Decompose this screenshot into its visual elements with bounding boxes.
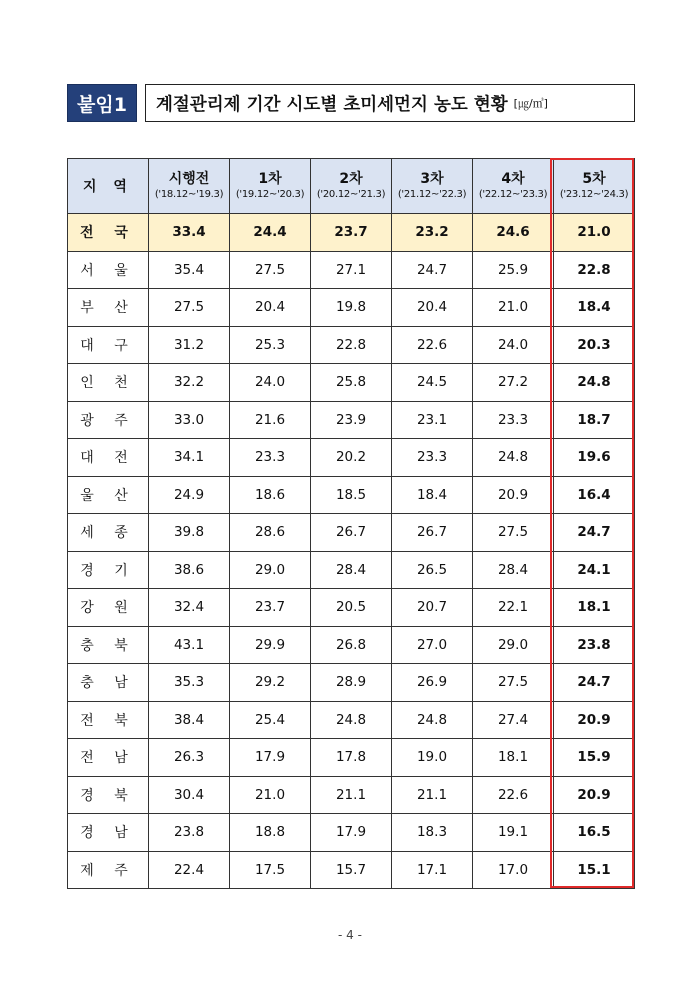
value-cell: 27.5	[149, 289, 230, 327]
table-row	[68, 551, 635, 589]
value-cell: 23.9	[311, 401, 392, 439]
value-cell: 20.5	[311, 589, 392, 627]
region-cell: 충 남	[68, 664, 149, 702]
column-header	[473, 159, 554, 214]
value-cell: 20.4	[392, 289, 473, 327]
value-cell: 20.9	[554, 776, 635, 814]
value-cell: 18.1	[554, 589, 635, 627]
value-cell: 26.3	[149, 739, 230, 777]
column-header-label: 3차	[420, 171, 444, 187]
value-cell: 25.9	[473, 251, 554, 289]
value-cell: 27.2	[473, 364, 554, 402]
value-cell: 19.8	[311, 289, 392, 327]
value-cell: 18.4	[554, 289, 635, 327]
column-header-label: 1차	[258, 171, 282, 187]
value-cell: 18.3	[392, 814, 473, 852]
value-cell: 17.0	[473, 851, 554, 889]
region-cell: 전 남	[68, 739, 149, 777]
region-cell: 대 전	[68, 439, 149, 477]
value-cell: 21.0	[473, 289, 554, 327]
column-header	[230, 159, 311, 214]
value-cell: 35.4	[149, 251, 230, 289]
title-box	[145, 84, 635, 122]
value-cell: 19.1	[473, 814, 554, 852]
table-row	[68, 851, 635, 889]
title-bar	[67, 84, 635, 122]
value-cell: 28.6	[230, 514, 311, 552]
value-cell: 17.8	[311, 739, 392, 777]
region-cell: 경 남	[68, 814, 149, 852]
value-cell: 17.5	[230, 851, 311, 889]
value-cell: 20.4	[230, 289, 311, 327]
value-cell: 26.5	[392, 551, 473, 589]
value-cell: 30.4	[149, 776, 230, 814]
value-cell: 21.1	[392, 776, 473, 814]
value-cell: 18.8	[230, 814, 311, 852]
value-cell: 21.6	[230, 401, 311, 439]
column-header-label: 4차	[501, 171, 525, 187]
region-cell: 울 산	[68, 476, 149, 514]
value-cell: 27.0	[392, 626, 473, 664]
table-row	[68, 476, 635, 514]
column-header-period: ('18.12~'19.3)	[154, 189, 224, 200]
value-cell: 39.8	[149, 514, 230, 552]
region-cell: 제 주	[68, 851, 149, 889]
table-header-row	[68, 159, 635, 214]
value-cell: 34.1	[149, 439, 230, 477]
value-cell: 33.4	[149, 214, 230, 252]
column-header-label: 2차	[339, 171, 363, 187]
value-cell: 17.9	[311, 814, 392, 852]
region-cell: 전 국	[68, 214, 149, 252]
value-cell: 17.1	[392, 851, 473, 889]
value-cell: 22.8	[311, 326, 392, 364]
region-cell: 충 북	[68, 626, 149, 664]
value-cell: 24.1	[554, 551, 635, 589]
value-cell: 15.1	[554, 851, 635, 889]
value-cell: 24.7	[392, 251, 473, 289]
value-cell: 24.8	[392, 701, 473, 739]
table-body	[68, 214, 635, 889]
value-cell: 24.9	[149, 476, 230, 514]
value-cell: 27.1	[311, 251, 392, 289]
value-cell: 43.1	[149, 626, 230, 664]
value-cell: 23.8	[554, 626, 635, 664]
value-cell: 32.4	[149, 589, 230, 627]
region-column-header: 지 역	[68, 159, 149, 214]
value-cell: 29.2	[230, 664, 311, 702]
value-cell: 19.6	[554, 439, 635, 477]
table-row	[68, 251, 635, 289]
column-header-period: ('22.12~'23.3)	[478, 189, 548, 200]
table-row	[68, 401, 635, 439]
region-cell: 세 종	[68, 514, 149, 552]
value-cell: 25.8	[311, 364, 392, 402]
table-row	[68, 326, 635, 364]
value-cell: 26.7	[311, 514, 392, 552]
value-cell: 22.4	[149, 851, 230, 889]
value-cell: 35.3	[149, 664, 230, 702]
region-cell: 대 구	[68, 326, 149, 364]
value-cell: 25.3	[230, 326, 311, 364]
value-cell: 20.9	[473, 476, 554, 514]
value-cell: 28.4	[311, 551, 392, 589]
region-cell: 광 주	[68, 401, 149, 439]
value-cell: 16.5	[554, 814, 635, 852]
value-cell: 21.0	[554, 214, 635, 252]
value-cell: 24.5	[392, 364, 473, 402]
value-cell: 23.7	[230, 589, 311, 627]
value-cell: 18.5	[311, 476, 392, 514]
table-row	[68, 701, 635, 739]
value-cell: 18.7	[554, 401, 635, 439]
value-cell: 23.3	[392, 439, 473, 477]
value-cell: 18.4	[392, 476, 473, 514]
table-row	[68, 814, 635, 852]
value-cell: 38.6	[149, 551, 230, 589]
table-row	[68, 364, 635, 402]
value-cell: 15.7	[311, 851, 392, 889]
column-header-period: ('19.12~'20.3)	[235, 189, 305, 200]
value-cell: 22.6	[473, 776, 554, 814]
value-cell: 38.4	[149, 701, 230, 739]
value-cell: 22.1	[473, 589, 554, 627]
value-cell: 18.6	[230, 476, 311, 514]
value-cell: 19.0	[392, 739, 473, 777]
value-cell: 20.2	[311, 439, 392, 477]
value-cell: 28.4	[473, 551, 554, 589]
attachment-badge: 붙임1	[67, 84, 137, 122]
value-cell: 23.2	[392, 214, 473, 252]
value-cell: 25.4	[230, 701, 311, 739]
region-cell: 서 울	[68, 251, 149, 289]
value-cell: 23.3	[473, 401, 554, 439]
page-number: - 4 -	[338, 928, 362, 942]
region-cell: 경 북	[68, 776, 149, 814]
value-cell: 32.2	[149, 364, 230, 402]
value-cell: 29.0	[230, 551, 311, 589]
value-cell: 21.1	[311, 776, 392, 814]
column-header	[554, 159, 635, 214]
value-cell: 31.2	[149, 326, 230, 364]
value-cell: 20.3	[554, 326, 635, 364]
value-cell: 26.9	[392, 664, 473, 702]
value-cell: 23.8	[149, 814, 230, 852]
value-cell: 24.8	[311, 701, 392, 739]
value-cell: 17.9	[230, 739, 311, 777]
value-cell: 27.5	[473, 514, 554, 552]
value-cell: 29.9	[230, 626, 311, 664]
value-cell: 24.4	[230, 214, 311, 252]
value-cell: 29.0	[473, 626, 554, 664]
column-header	[311, 159, 392, 214]
value-cell: 26.8	[311, 626, 392, 664]
region-cell: 경 기	[68, 551, 149, 589]
region-cell: 인 천	[68, 364, 149, 402]
page-title: 계절관리제 기간 시도별 초미세먼지 농도 현황	[156, 94, 508, 115]
table-row	[68, 664, 635, 702]
table-row	[68, 514, 635, 552]
value-cell: 23.1	[392, 401, 473, 439]
value-cell: 16.4	[554, 476, 635, 514]
unit-label: [㎍/㎥]	[513, 97, 548, 110]
table-row	[68, 776, 635, 814]
value-cell: 24.7	[554, 664, 635, 702]
region-cell: 전 북	[68, 701, 149, 739]
value-cell: 18.1	[473, 739, 554, 777]
column-header-period: ('23.12~'24.3)	[559, 189, 629, 200]
value-cell: 27.5	[473, 664, 554, 702]
column-header-label: 시행전	[168, 171, 210, 187]
column-header	[149, 159, 230, 214]
value-cell: 24.8	[554, 364, 635, 402]
value-cell: 27.4	[473, 701, 554, 739]
value-cell: 21.0	[230, 776, 311, 814]
value-cell: 24.8	[473, 439, 554, 477]
table-row	[68, 214, 635, 252]
value-cell: 27.5	[230, 251, 311, 289]
column-header	[392, 159, 473, 214]
table-row	[68, 589, 635, 627]
region-cell: 강 원	[68, 589, 149, 627]
value-cell: 20.9	[554, 701, 635, 739]
value-cell: 22.8	[554, 251, 635, 289]
column-header-period: ('21.12~'22.3)	[397, 189, 467, 200]
value-cell: 15.9	[554, 739, 635, 777]
value-cell: 20.7	[392, 589, 473, 627]
pm25-table	[67, 158, 635, 889]
value-cell: 24.0	[230, 364, 311, 402]
value-cell: 22.6	[392, 326, 473, 364]
value-cell: 24.7	[554, 514, 635, 552]
value-cell: 28.9	[311, 664, 392, 702]
table-row	[68, 739, 635, 777]
value-cell: 26.7	[392, 514, 473, 552]
value-cell: 24.0	[473, 326, 554, 364]
region-cell: 부 산	[68, 289, 149, 327]
table-row	[68, 626, 635, 664]
column-header-period: ('20.12~'21.3)	[316, 189, 386, 200]
value-cell: 33.0	[149, 401, 230, 439]
column-header-label: 5차	[582, 171, 606, 187]
table-row	[68, 289, 635, 327]
value-cell: 23.3	[230, 439, 311, 477]
value-cell: 24.6	[473, 214, 554, 252]
value-cell: 23.7	[311, 214, 392, 252]
table-row	[68, 439, 635, 477]
